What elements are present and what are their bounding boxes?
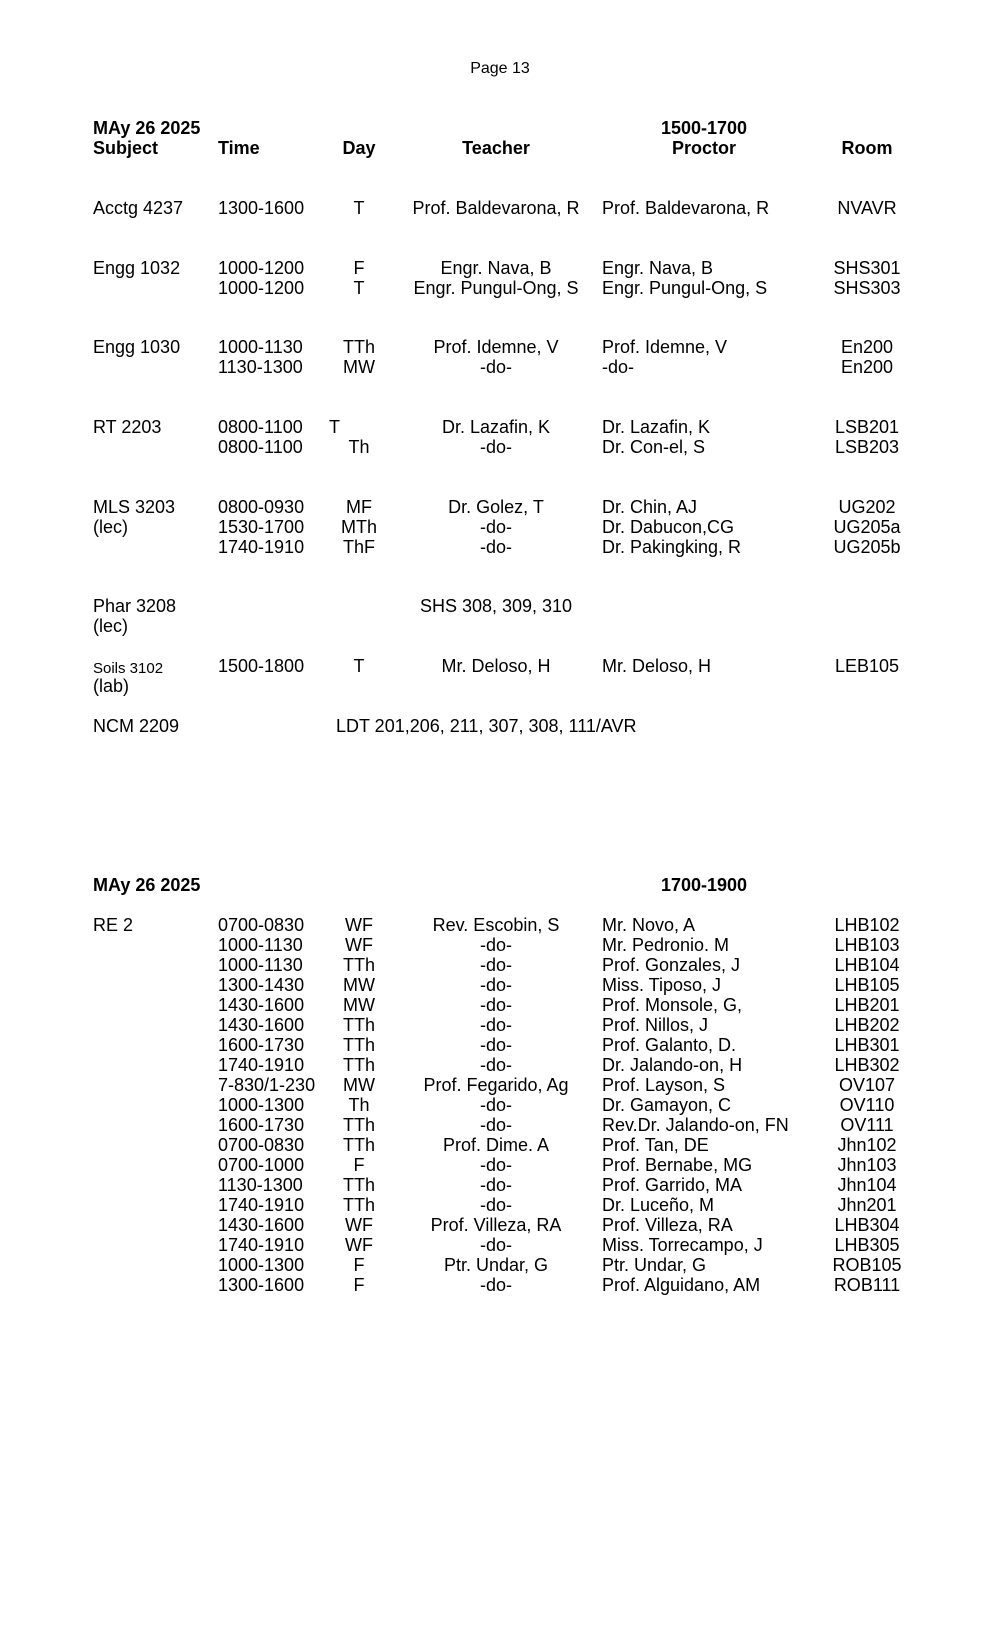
proctor-cell: Ptr. Undar, G: [602, 1255, 707, 1275]
time-cell: 0800-0930: [218, 497, 305, 517]
proctor-cell: Prof. Bernabe, MG: [602, 1155, 753, 1175]
subject-soils3102: Soils 3102: [93, 660, 164, 677]
time-cell: 7-830/1-230: [218, 1075, 316, 1095]
schedule-page: Page 13 MAy 26 2025 1500-1700 Subject Time Day Teacher Proctor Room Acctg 4237 1300-1600 T Prof. Baldevarona, R Prof. Baldevarona, R NVAVR Engg 1032 1000-1200 F Engr. Nava, B Engr. Nava, B SHS301 1000-1200 T Engr. Pungul-Ong, S Engr. Pungul-Ong, S SHS303 Engg 1030 1000-1130 TTh Prof. Idemne, V Prof. Idemne, V En200 1130-1300 MW -do- -do- En200 RT 2203 0800-1100 T Dr. Lazafin, K Dr. Lazafin, K LSB201 0800-1100 Th -do- Dr. Con-el, S LSB203 MLS 3203 (lec) 0800-0930 MF Dr. Golez, T Dr. Chin, AJ UG202 1530-1700 MTh -do- Dr. Dabucon,CG UG205a 1740-1910 ThF -do- Dr. Pakingking, R UG205b Phar 3208 (lec) SHS 308, 309, 310 Soils 3102 (lab) 1500-1800 T Mr. Deloso, H Mr. Deloso, H LEB105 NCM 2209 LDT 201,206, 211, 307, 308, 111/AVR MAy 26 2025 1700-1900 RE 2 0700-0830 WF Rev. Escobin, S Mr. Novo, A LHB102 1000-1130 WF -do- Mr. Pedronio. M LHB103 1000-1130 TTh -do- Prof. Gonzales, J LHB104 1300-1430 MW -do- Miss. Tiposo, J LHB105 1430-1600 MW -do- Prof. Monsole, G, LHB201 1430-1600 TTh -do- Prof. Nillos, J LHB202 1600-1730 TTh -do- Prof. Galanto, D. LHB301 1740-1910 TTh -do- Dr. Jalando-on, H LHB302 7-830/1-230 MW Prof. Fegarido, Ag Prof. Layson, S OV107 1000-1300 Th -do- Dr. Gamayon, C OV110 1600-1730 TTh -do- Rev.Dr. Jalando-on, FN OV111 0700-0830 TTh Prof. Dime. A Prof. Tan, DE Jhn102 0700-1000 F -do- Prof. Bernabe, MG Jhn103 1130-1300 TTh -do- Prof. Garrido, MA Jhn104 1740-1910 TTh -do- Dr. Luceño, M Jhn201 1430-1600 WF Prof. Villeza, RA Prof. Villeza, RA LHB304 1740-1910 WF -do- Miss. Torrecampo, J LHB305 1000-1300 F Ptr. Undar, G Ptr. Undar, G ROB105 1300-1600 F -do- Prof. Alguidano, AM ROB111: [0, 0, 1000, 1647]
proctor-cell: Prof. Tan, DE: [602, 1135, 709, 1155]
header-subject: Subject: [93, 138, 159, 158]
time-cell: 1300-1600: [218, 1275, 305, 1295]
time-cell: 1600-1730: [218, 1115, 305, 1135]
proctor-cell: Prof. Alguidano, AM: [602, 1275, 761, 1295]
time-cell: 0700-1000: [218, 1155, 305, 1175]
page-number: Page 13: [470, 60, 530, 77]
time-cell: 0700-0830: [218, 1135, 305, 1155]
proctor-cell: Miss. Torrecampo, J: [602, 1235, 763, 1255]
proctor-cell: Prof. Galanto, D.: [602, 1035, 737, 1055]
section2-date: MAy 26 2025: [93, 875, 201, 895]
time-cell: 1000-1200: [218, 258, 305, 278]
proctor-cell: Prof. Gonzales, J: [602, 955, 741, 975]
time-cell: 1740-1910: [218, 1055, 305, 1075]
time-cell: 1740-1910: [218, 1195, 305, 1215]
rooms-cell: LDT 201,206, 211, 307, 308, 111/AVR: [336, 716, 637, 736]
proctor-cell: Prof. Layson, S: [602, 1075, 726, 1095]
proctor-cell: Dr. Chin, AJ: [602, 497, 698, 517]
proctor-cell: Dr. Gamayon, C: [602, 1095, 732, 1115]
time-cell: 1000-1130: [218, 337, 303, 357]
proctor-cell: Dr. Luceño, M: [602, 1195, 715, 1215]
time-cell: 1740-1910: [218, 1235, 305, 1255]
proctor-cell: Dr. Dabucon,CG: [602, 517, 735, 537]
proctor-cell: Prof. Nillos, J: [602, 1015, 709, 1035]
subject-note: (lec): [93, 616, 128, 636]
time-cell: 1600-1730: [218, 1035, 305, 1055]
proctor-cell: Engr. Nava, B: [602, 258, 714, 278]
subject-phar3208: Phar 3208: [93, 596, 177, 616]
section1-date: MAy 26 2025: [93, 118, 201, 138]
subject-note: (lec): [93, 517, 128, 537]
proctor-cell: Miss. Tiposo, J: [602, 975, 722, 995]
proctor-cell: Rev.Dr. Jalando-on, FN: [602, 1115, 789, 1135]
subject-re2: RE 2: [93, 915, 134, 935]
time-cell: 1430-1600: [218, 1015, 305, 1035]
subject-rt2203: RT 2203: [93, 417, 162, 437]
time-cell: 1300-1430: [218, 975, 305, 995]
subject-engg1030: Engg 1030: [93, 337, 181, 357]
subject-engg1032: Engg 1032: [93, 258, 181, 278]
time-cell: 0700-0830: [218, 915, 305, 935]
time-cell: 1530-1700: [218, 517, 305, 537]
time-cell: 0800-1100: [218, 437, 303, 457]
proctor-cell: Dr. Con-el, S: [602, 437, 706, 457]
time-cell: 1740-1910: [218, 537, 305, 557]
time-cell: 1430-1600: [218, 1215, 305, 1235]
proctor-cell: Mr. Novo, A: [602, 915, 696, 935]
time-cell: 1000-1130: [218, 935, 303, 955]
time-cell: 1300-1600: [218, 198, 305, 218]
proctor-cell: Dr. Jalando-on, H: [602, 1055, 743, 1075]
time-cell: 0800-1100: [218, 417, 303, 437]
time-cell: 1500-1800: [218, 656, 305, 676]
proctor-cell: Engr. Pungul-Ong, S: [602, 278, 768, 298]
proctor-cell: Dr. Lazafin, K: [602, 417, 711, 437]
proctor-cell: Dr. Pakingking, R: [602, 537, 742, 557]
time-cell: 1430-1600: [218, 995, 305, 1015]
subject-acctg: Acctg 4237: [93, 198, 184, 218]
time-cell: 1130-1300: [218, 1175, 303, 1195]
proctor-cell: Prof. Baldevarona, R: [602, 198, 770, 218]
proctor-cell: Mr. Deloso, H: [602, 656, 712, 676]
subject-mls3203: MLS 3203: [93, 497, 176, 517]
proctor-cell: Prof. Monsole, G,: [602, 995, 743, 1015]
time-cell: 1000-1200: [218, 278, 305, 298]
proctor-cell: Prof. Idemne, V: [602, 337, 728, 357]
time-cell: 1000-1130: [218, 955, 303, 975]
time-cell: 1130-1300: [218, 357, 303, 377]
subject-ncm2209: NCM 2209: [93, 716, 180, 736]
proctor-cell: -do-: [602, 357, 635, 377]
proctor-cell: Prof. Villeza, RA: [602, 1215, 733, 1235]
header-time: Time: [218, 138, 260, 158]
proctor-cell: Mr. Pedronio. M: [602, 935, 730, 955]
subject-note: (lab): [93, 676, 130, 696]
time-cell: 1000-1300: [218, 1255, 305, 1275]
time-cell: 1000-1300: [218, 1095, 305, 1115]
proctor-cell: Prof. Garrido, MA: [602, 1175, 743, 1195]
day-cell: T: [329, 417, 340, 437]
